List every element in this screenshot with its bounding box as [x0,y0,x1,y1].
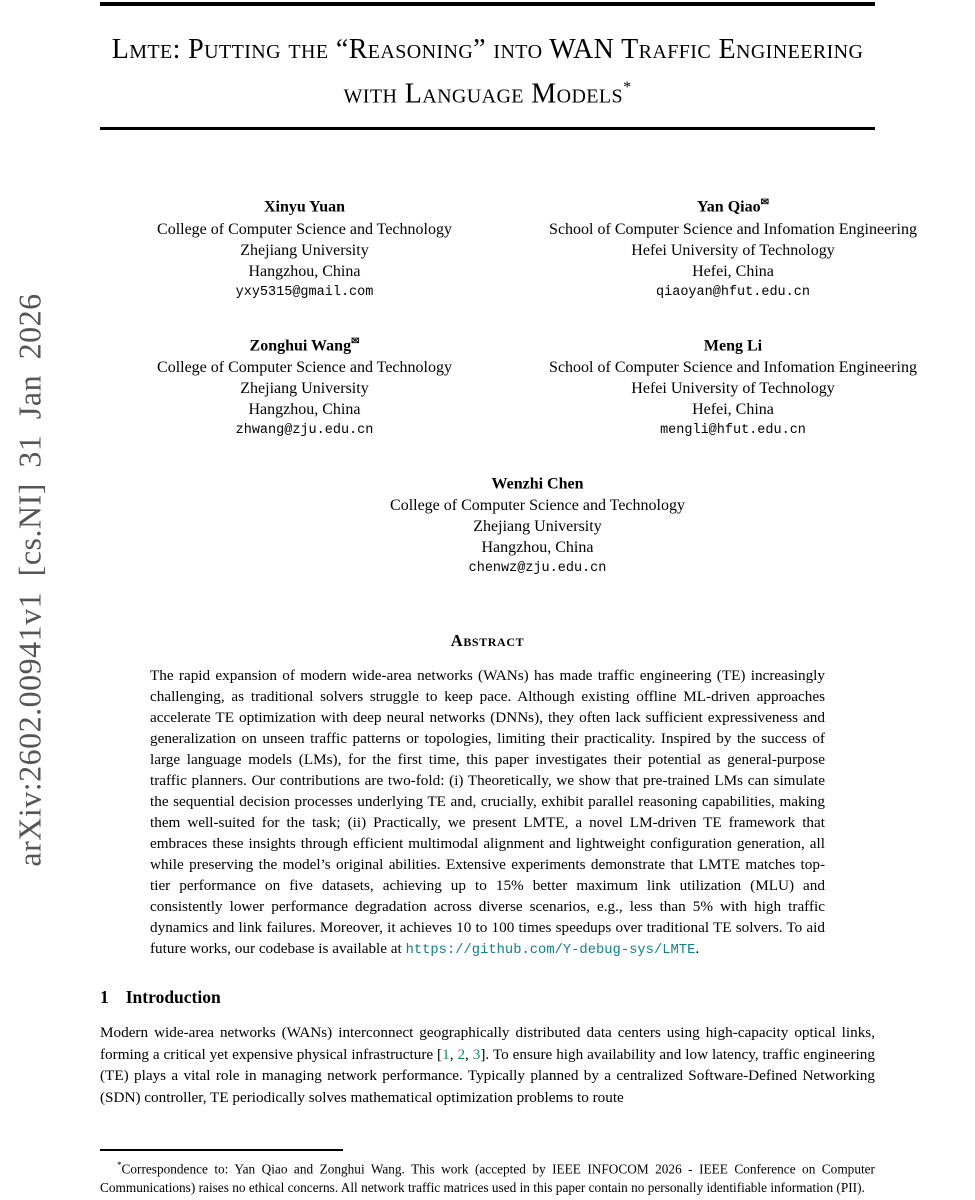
paper-title-text: Lmte: Putting the “Reasoning” into WAN Traffic Engineering with Language Models [111,34,864,110]
author-name: Xinyu Yuan [263,198,346,216]
section-number: 1 [100,987,109,1008]
author-university: Zhejiang University [240,241,369,259]
section-title: Introduction [125,987,221,1008]
corresponding-author-icon: ✉ [760,197,769,209]
citation-link-2[interactable]: 2 [457,1045,466,1063]
author-university: Zhejiang University [473,518,602,536]
author-city: Hangzhou, China [248,262,361,280]
title-footnote-mark: * [623,79,632,96]
citation-separator: , [465,1045,473,1063]
author-city: Hefei, China [692,400,774,418]
author-email: zhwang@zju.edu.cn [235,422,374,438]
author-email: mengli@hfut.edu.cn [660,422,806,438]
citation-link-1[interactable]: 1 [442,1045,450,1063]
footnote [100,1156,875,1197]
intro-text-2: ]. To ensure high availability and low latency, traffic engineering (TE) plays a vital role in managing network performance. Typically planned by a centralized Software-Defined Networking (SDN) controller, TE periodically solves mathematical optimization problems to route [100,1045,875,1106]
author-block [132,192,477,302]
author-name: Yan Qiao [697,198,761,216]
author-name: Wenzhi Chen [491,475,584,493]
author-affiliation: School of Computer Science and Infomation Engineering [549,358,917,376]
author-grid [0,192,975,441]
author-name: Meng Li [703,336,763,354]
abstract-text [150,665,825,961]
author-block [0,469,975,579]
intro-paragraph [100,1022,875,1108]
abstract-period: . [695,940,700,958]
intro-text-1: Modern wide-area networks (WANs) interconnect geographically distributed data centers using high-capacity optical links, forming a critical yet expensive physical infrastructure [ [100,1024,875,1063]
author-block [517,192,949,302]
author-affiliation: College of Computer Science and Technology [390,497,685,515]
author-block [517,331,949,441]
author-email: yxy5315@gmail.com [235,284,374,300]
author-city: Hefei, China [692,262,774,280]
author-university: Hefei University of Technology [631,241,835,259]
author-city: Hangzhou, China [248,400,361,418]
author-university: Zhejiang University [240,379,369,397]
abstract-heading: Abstract [450,631,525,651]
codebase-link[interactable]: https://github.com/Y-debug-sys/LMTE [405,943,696,959]
abstract-body: The rapid expansion of modern wide-area networks (WANs) has made traffic engineering (TE) increasingly challenging, as traditional solvers struggle to keep pace. Although existing offline ML-driven approaches accelerate TE optimization with deep neural networks (DNNs), they often lack sufficient expressiveness and generalization on unseen traffic patterns or topologies, limiting their practicality. Inspired by the success of large language models (LMs), for the first time, this paper investigates their potential as general-purpose traffic planners. Our contributions are two-fold: (i) Theoretically, we show that pre-trained LMs can simulate the sequential decision processes underlying TE and, crucially, exhibit parallel reasoning capabilities, making them well-suited for the task; (ii) Practically, we present LMTE, a novel LM-driven TE framework that embraces these insights through efficient multimodal alignment and lightweight configuration generation, all while preserving the model’s original abilities. Extensive experiments demonstrate that LMTE matches top-tier performance on five datasets, achieving up to 15% better maximum link utilization (MLU) and consistently lower performance degradation across diverse scenarios, e.g., less than 5% with high traffic dynamics and link failures. Moreover, it achieves 10 to 100 times speedups over traditional TE solvers. To aid future works, our codebase is available at [150,667,825,958]
author-name: Zonghui Wang [249,336,352,354]
corresponding-author-icon: ✉ [351,335,360,347]
author-city: Hangzhou, China [481,539,594,557]
author-affiliation: College of Computer Science and Technology [157,358,452,376]
section-heading-introduction [100,987,875,1008]
author-university: Hefei University of Technology [631,379,835,397]
footnote-text: Correspondence to: Yan Qiao and Zonghui Wang. This work (accepted by IEEE INFOCOM 2026 - IEEE Conference on Computer Communications) raises no ethical concerns. All network traffic matrices used in this paper contain no personally identifiable information (PII). [100,1161,875,1195]
footnote-block [100,1149,875,1197]
author-block [132,331,477,441]
footnote-rule [100,1149,343,1151]
citation-link-3[interactable]: 3 [472,1045,481,1063]
author-affiliation: School of Computer Science and Infomation Engineering [549,220,917,238]
top-rule [100,2,875,6]
author-affiliation: College of Computer Science and Technology [157,220,452,238]
footnote-mark: * [117,1159,122,1170]
title-rule [100,127,875,130]
arxiv-watermark: arXiv:2602.00941v1 [cs.NI] 31 Jan 2026 [11,293,48,867]
author-email: qiaoyan@hfut.edu.cn [656,284,810,300]
author-email: chenwz@zju.edu.cn [468,561,607,577]
paper-title [90,31,885,113]
citation-separator: , [449,1045,458,1063]
